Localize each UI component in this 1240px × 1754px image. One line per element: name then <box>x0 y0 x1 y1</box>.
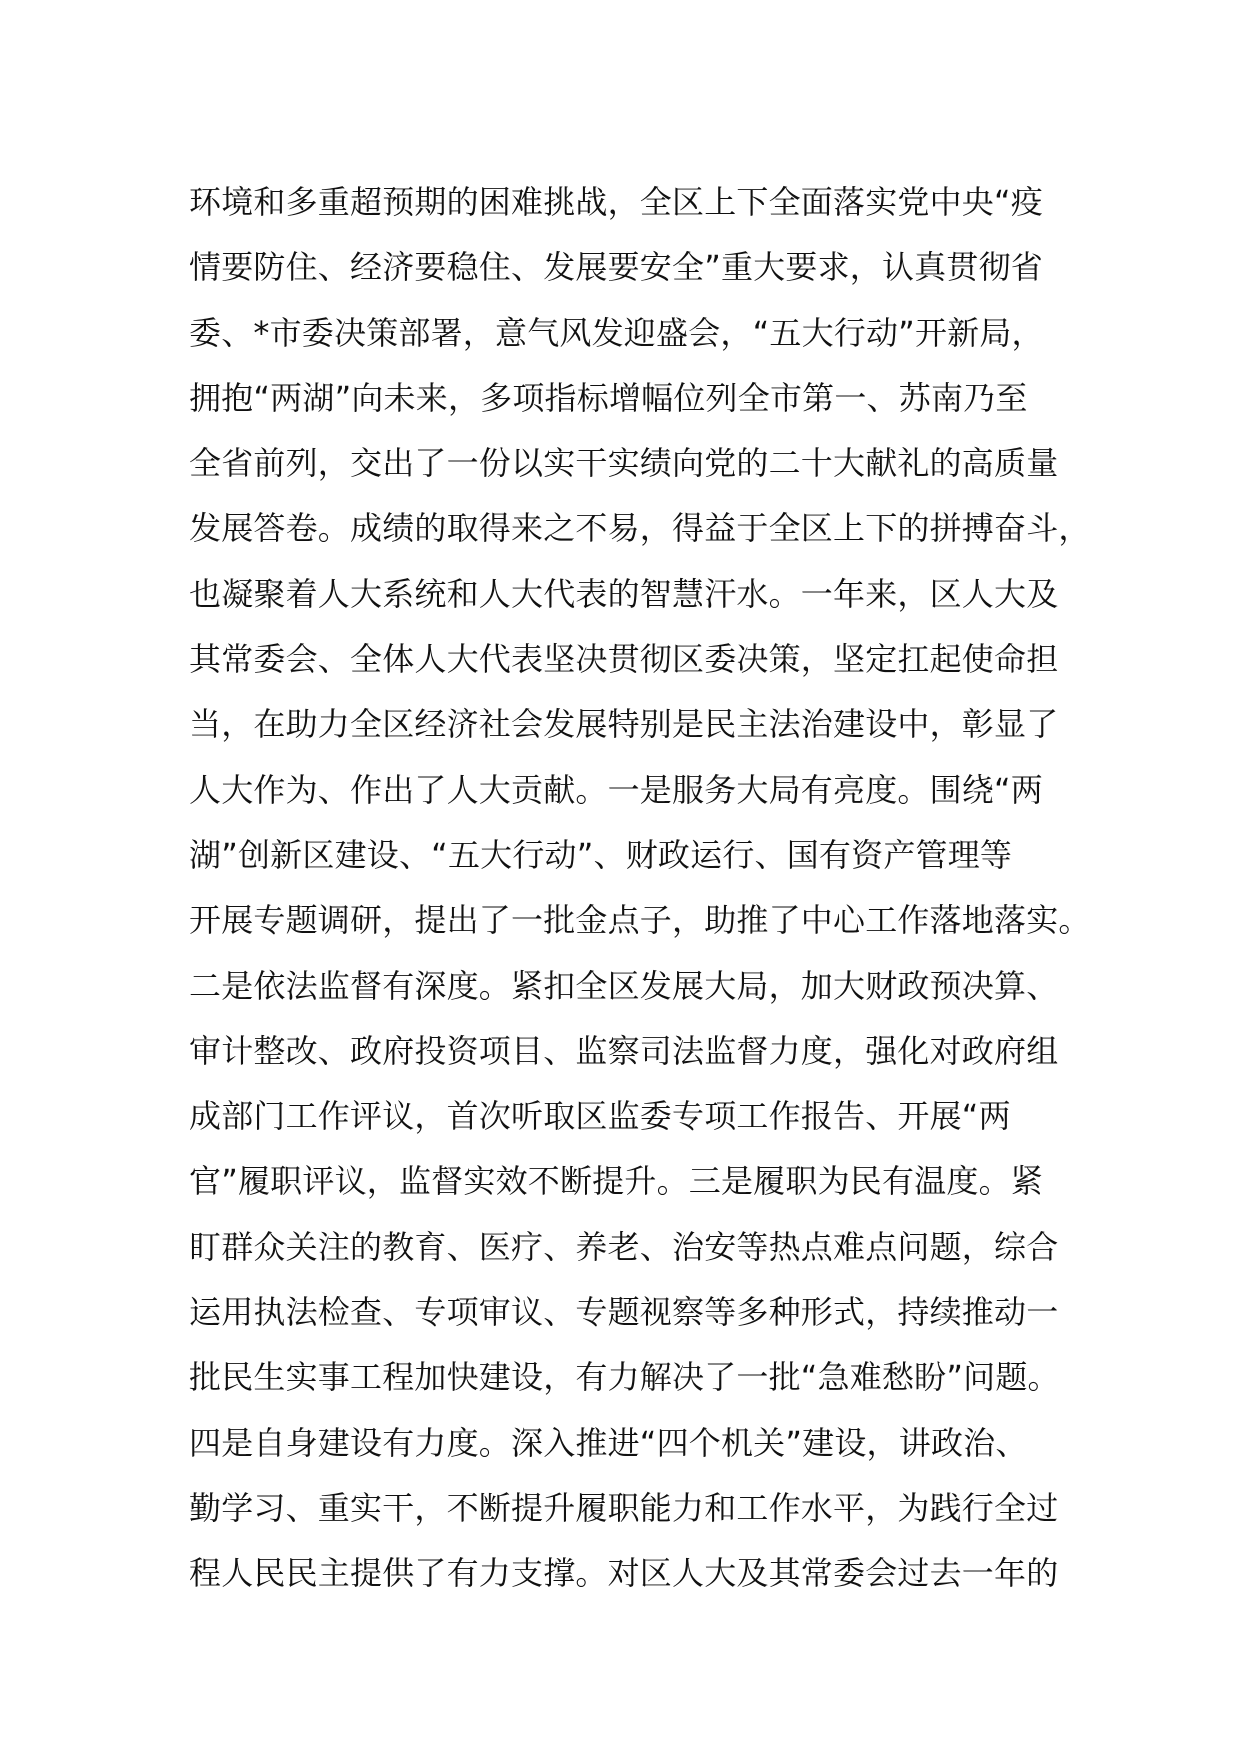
text-line: 当，在助力全区经济社会发展特别是民主法治建设中，彰显了 <box>189 705 1059 744</box>
text-line: 程人民民主提供了有力支撑。对区人大及其常委会过去一年的 <box>189 1554 1059 1593</box>
text-line: 官”履职评议，监督实效不断提升。三是履职为民有温度。紧 <box>189 1162 1043 1201</box>
text-line: 情要防住、经济要稳住、发展要安全”重大要求，认真贯彻省 <box>189 248 1043 287</box>
text-line: 二是依法监督有深度。紧扣全区发展大局，加大财政预决算、 <box>189 966 1059 1005</box>
text-line: 环境和多重超预期的困难挑战，全区上下全面落实党中央“疫 <box>189 183 1043 221</box>
text-line: 其常委会、全体人大代表坚决贯彻区委决策，坚定扛起使命担 <box>189 640 1059 679</box>
text-line: 发展答卷。成绩的取得来之不易，得益于全区上下的拼搏奋斗， <box>189 509 1091 548</box>
text-line: 四是自身建设有力度。深入推进“四个机关”建设，讲政治、 <box>189 1423 1028 1462</box>
text-line: 全省前列，交出了一份以实干实绩向党的二十大献礼的高质量 <box>189 444 1059 483</box>
text-line: 盯群众关注的教育、医疗、养老、治安等热点难点问题，综合 <box>189 1227 1059 1266</box>
text-line: 湖”创新区建设、“五大行动”、财政运行、国有资产管理等 <box>189 835 1013 874</box>
body-text <box>189 170 1089 1607</box>
text-line: 开展专题调研，提出了一批金点子，助推了中心工作落地落实。 <box>189 901 1091 940</box>
text-line: 委、*市委决策部署，意气风发迎盛会，“五大行动”开新局， <box>189 313 1044 352</box>
text-line: 成部门工作评议，首次听取区监委专项工作报告、开展“两 <box>189 1097 1011 1136</box>
text-line: 人大作为、作出了人大贡献。一是服务大局有亮度。围绕“两 <box>189 770 1043 809</box>
text-line: 拥抱“两湖”向未来，多项指标增幅位列全市第一、苏南乃至 <box>189 378 1028 417</box>
text-line: 勤学习、重实干，不断提升履职能力和工作水平，为践行全过 <box>189 1488 1059 1527</box>
text-line: 审计整改、政府投资项目、监察司法监督力度，强化对政府组 <box>189 1031 1059 1070</box>
text-line: 也凝聚着人大系统和人大代表的智慧汗水。一年来，区人大及 <box>189 574 1059 613</box>
text-line: 批民生实事工程加快建设，有力解决了一批“急难愁盼”问题。 <box>189 1358 1060 1397</box>
text-line: 运用执法检查、专项审议、专题视察等多种形式，持续推动一 <box>189 1293 1059 1332</box>
